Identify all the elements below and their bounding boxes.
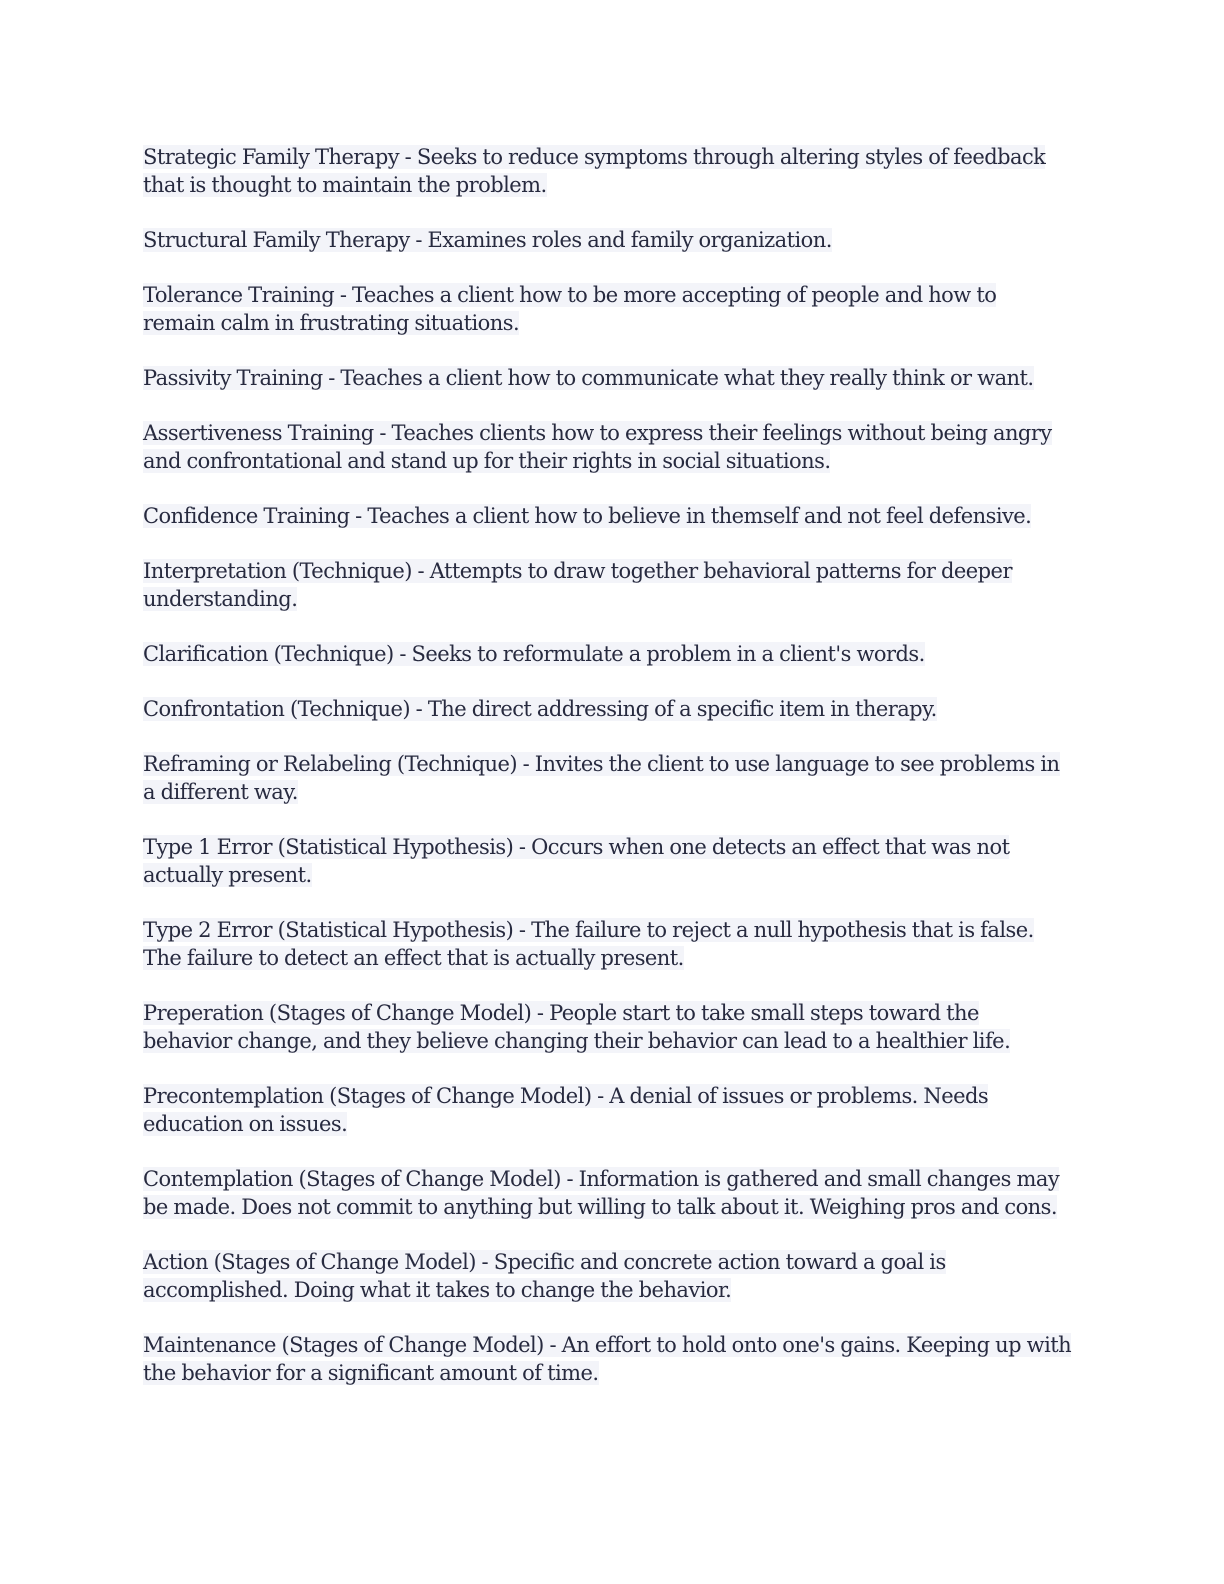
entry-text: Reframing or Relabeling (Technique) - Invites the client to use language to see problems in a different way. — [143, 752, 1060, 804]
entry-strategic-family-therapy — [143, 143, 1073, 199]
entry-text: Structural Family Therapy - Examines roles and family organization. — [143, 228, 832, 252]
entry-text: Confrontation (Technique) - The direct addressing of a specific item in therapy. — [143, 697, 937, 721]
entry-text: Assertiveness Training - Teaches clients how to express their feelings without being angry and confrontational and stand up for their rights in social situations. — [143, 421, 1052, 473]
entry-contemplation — [143, 1165, 1073, 1221]
entry-text: Passivity Training - Teaches a client how to communicate what they really think or want. — [143, 366, 1034, 390]
entry-text: Clarification (Technique) - Seeks to reformulate a problem in a client's words. — [143, 642, 925, 666]
entry-reframing — [143, 750, 1073, 806]
entry-text: Confidence Training - Teaches a client how to believe in themself and not feel defensive. — [143, 504, 1032, 528]
entry-text: Precontemplation (Stages of Change Model) - A denial of issues or problems. Needs education on issues. — [143, 1084, 989, 1136]
entry-text: Type 2 Error (Statistical Hypothesis) - The failure to reject a null hypothesis that is false. The failure to detect an effect that is actually present. — [143, 918, 1034, 970]
entry-passivity-training — [143, 364, 1073, 392]
entry-preperation — [143, 999, 1073, 1055]
entry-assertiveness-training — [143, 419, 1073, 475]
entry-text: Maintenance (Stages of Change Model) - An effort to hold onto one's gains. Keeping up with the behavior for a significant amount of time. — [143, 1333, 1072, 1385]
entry-text: Preperation (Stages of Change Model) - People start to take small steps toward the behavior change, and they believe changing their behavior can lead to a healthier life. — [143, 1001, 1011, 1053]
entry-type-1-error — [143, 833, 1073, 889]
entry-tolerance-training — [143, 281, 1073, 337]
document-body — [143, 143, 1073, 1414]
entry-confidence-training — [143, 502, 1073, 530]
entry-text: Contemplation (Stages of Change Model) - Information is gathered and small changes may be made. Does not commit to anything but willing to talk about it. Weighing pros and cons. — [143, 1167, 1060, 1219]
entry-interpretation — [143, 557, 1073, 613]
entry-text: Action (Stages of Change Model) - Specific and concrete action toward a goal is accomplished. Doing what it takes to change the behavior. — [143, 1250, 946, 1302]
entry-text: Tolerance Training - Teaches a client how to be more accepting of people and how to remain calm in frustrating situations. — [143, 283, 997, 335]
entry-maintenance — [143, 1331, 1073, 1387]
entry-text: Type 1 Error (Statistical Hypothesis) - Occurs when one detects an effect that was not actually present. — [143, 835, 1010, 887]
entry-precontemplation — [143, 1082, 1073, 1138]
entry-type-2-error — [143, 916, 1073, 972]
entry-clarification — [143, 640, 1073, 668]
entry-confrontation — [143, 695, 1073, 723]
entry-action — [143, 1248, 1073, 1304]
entry-text: Strategic Family Therapy - Seeks to reduce symptoms through altering styles of feedback that is thought to maintain the problem. — [143, 145, 1046, 197]
entry-structural-family-therapy — [143, 226, 1073, 254]
entry-text: Interpretation (Technique) - Attempts to draw together behavioral patterns for deeper understanding. — [143, 559, 1012, 611]
